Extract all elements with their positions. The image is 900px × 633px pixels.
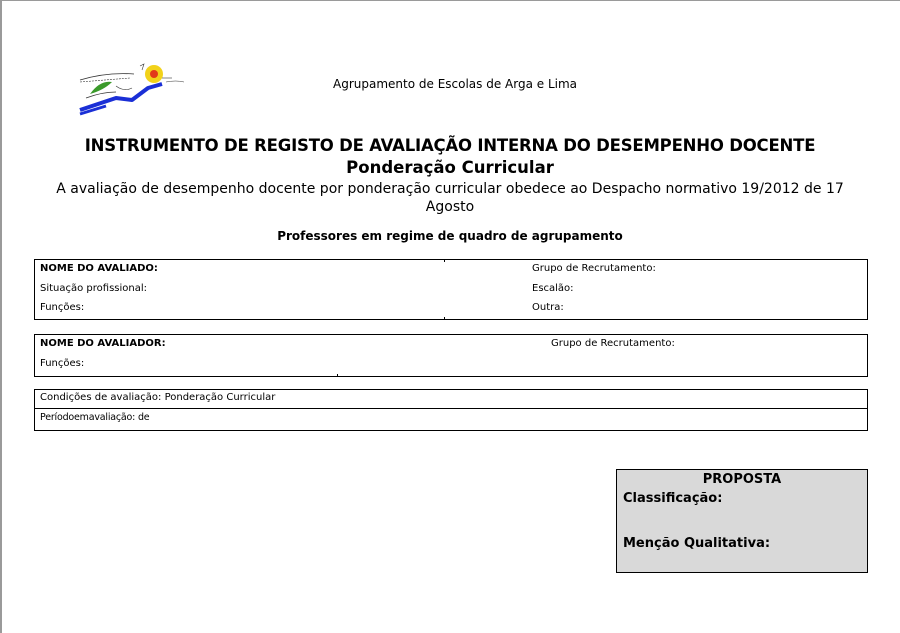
periodo-label: Períodoemavaliação: de — [40, 412, 150, 423]
avaliado-funcoes-label: Funções: — [40, 302, 85, 313]
proposta-title: PROPOSTA — [702, 472, 782, 487]
avaliador-name-label: NOME DO AVALIADOR: — [40, 338, 166, 349]
document-title: INSTRUMENTO DE REGISTO DE AVALIAÇÃO INTERNA DO DESEMPENHO DOCENTE — [84, 136, 816, 155]
field-divider-mark — [444, 317, 445, 319]
school-name: Agrupamento de Escolas de Arga e Lima — [333, 77, 578, 91]
avaliado-grupo-label: Grupo de Recrutamento: — [532, 263, 656, 274]
field-divider-mark — [444, 260, 445, 262]
page-top-edge — [0, 0, 900, 1]
regime-heading: Professores em regime de quadro de agrupamento — [277, 229, 623, 243]
legal-note-line1: A avaliação de desempenho docente por ponderação curricular obedece ao Despacho normativo 19/2012 de 17 — [56, 181, 844, 197]
avaliador-grupo-label: Grupo de Recrutamento: — [551, 338, 675, 349]
mencao-qualitativa-label: Menção Qualitativa: — [623, 536, 771, 551]
avaliado-outra-label: Outra: — [532, 302, 564, 313]
avaliado-escalao-label: Escalão: — [532, 283, 574, 294]
page-left-edge — [0, 0, 2, 633]
school-logo-icon — [76, 58, 206, 118]
condicoes-divider — [35, 408, 867, 409]
condicoes-label-text: Condições de avaliação: — [40, 392, 162, 403]
document-subtitle: Ponderação Curricular — [346, 158, 554, 177]
avaliado-name-label: NOME DO AVALIADO: — [40, 263, 158, 274]
avaliado-section — [34, 259, 868, 320]
condicoes-label — [40, 392, 275, 403]
condicoes-value: Ponderação Curricular — [164, 392, 276, 403]
avaliador-section — [34, 334, 868, 377]
avaliado-situacao-label: Situação profissional: — [40, 283, 148, 294]
proposta-box — [616, 469, 868, 573]
field-divider-mark — [337, 374, 338, 376]
condicoes-section — [34, 389, 868, 431]
avaliador-funcoes-label: Funções: — [40, 358, 85, 369]
classificacao-label: Classificação: — [623, 491, 723, 506]
legal-note-line2: Agosto — [425, 199, 475, 215]
